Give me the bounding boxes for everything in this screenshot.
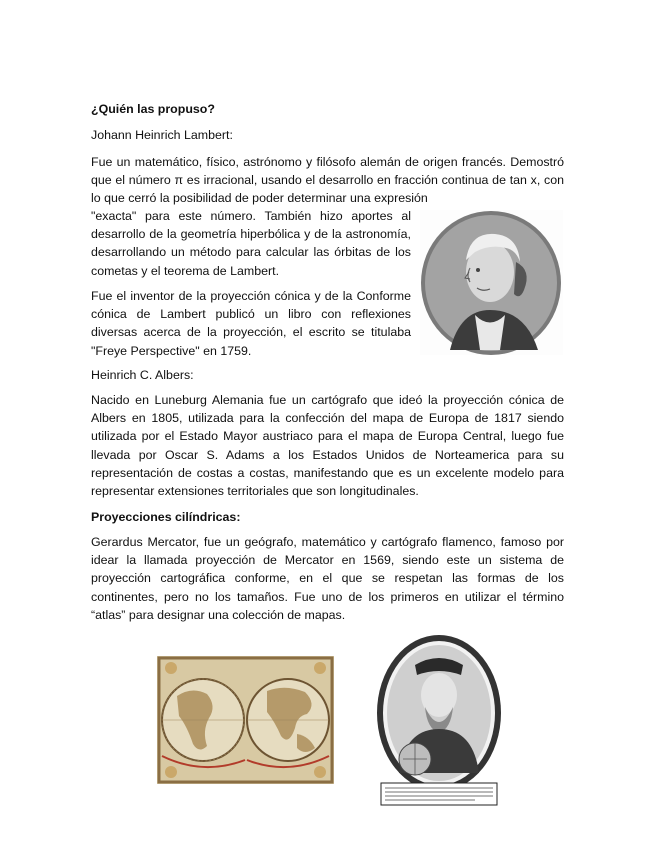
mercator-engraving-portrait — [375, 633, 503, 809]
section-heading-who-proposed: ¿Quién las propuso? — [91, 102, 215, 116]
lambert-paragraph-2: Fue el inventor de la proyección cónica y de la Conforme cónica de Lambert publicó un libro con reflexiones diversas acerca de la proyección, el escrito se titulaba "Freye Perspective" en 1759. — [91, 289, 411, 358]
lambert-subheading: Johann Heinrich Lambert: — [91, 128, 233, 142]
albers-paragraph: Nacido en Luneburg Alemania fue un cartógrafo que ideó la proyección cónica de Albers en 1805, utilizada para la confección del mapa de Europa de 1817 siendo utilizada por el Estado Mayor austriaco para el mapa de Europa Central, luego fue llevada por Oscar S. Adams a los Estados Unidos de Norteamerica para su representación de costas a costas, manifestando que es un excelente modelo para representar extensiones territoriales que son longitudinales. — [91, 393, 564, 499]
albers-subheading: Heinrich C. Albers: — [91, 368, 194, 382]
lambert-paragraph-1-continued: "exacta" para este número. También hizo aportes al desarrollo de la geometría hiperbólica y de la astronomía, desarrollando un método para calcular las órbitas de los cometas y el teorema de Lambert. — [91, 209, 411, 278]
section-heading-cylindrical: Proyecciones cilíndricas: — [91, 510, 241, 524]
mercator-paragraph: Gerardus Mercator, fue un geógrafo, matemático y cartógrafo flamenco, famoso por idear la llamada proyección de Mercator en 1569, siendo este un sistema de proyección cartográfica conforme, en el que se respetan las formas de los continentes, pero no los tamaños. Fue uno de los primeros en utilizar el término “atlas” para designar una colección de mapas. — [91, 535, 564, 622]
lambert-paragraph-1: Fue un matemático, físico, astrónomo y filósofo alemán de origen francés. Demostró que el número π es irracional, usando el desarrollo en fracción continua de tan x, con lo que cerró la posibilidad de poder determinar una expresión — [91, 155, 564, 206]
mercator-world-map — [157, 656, 334, 784]
lambert-portrait — [420, 210, 563, 355]
